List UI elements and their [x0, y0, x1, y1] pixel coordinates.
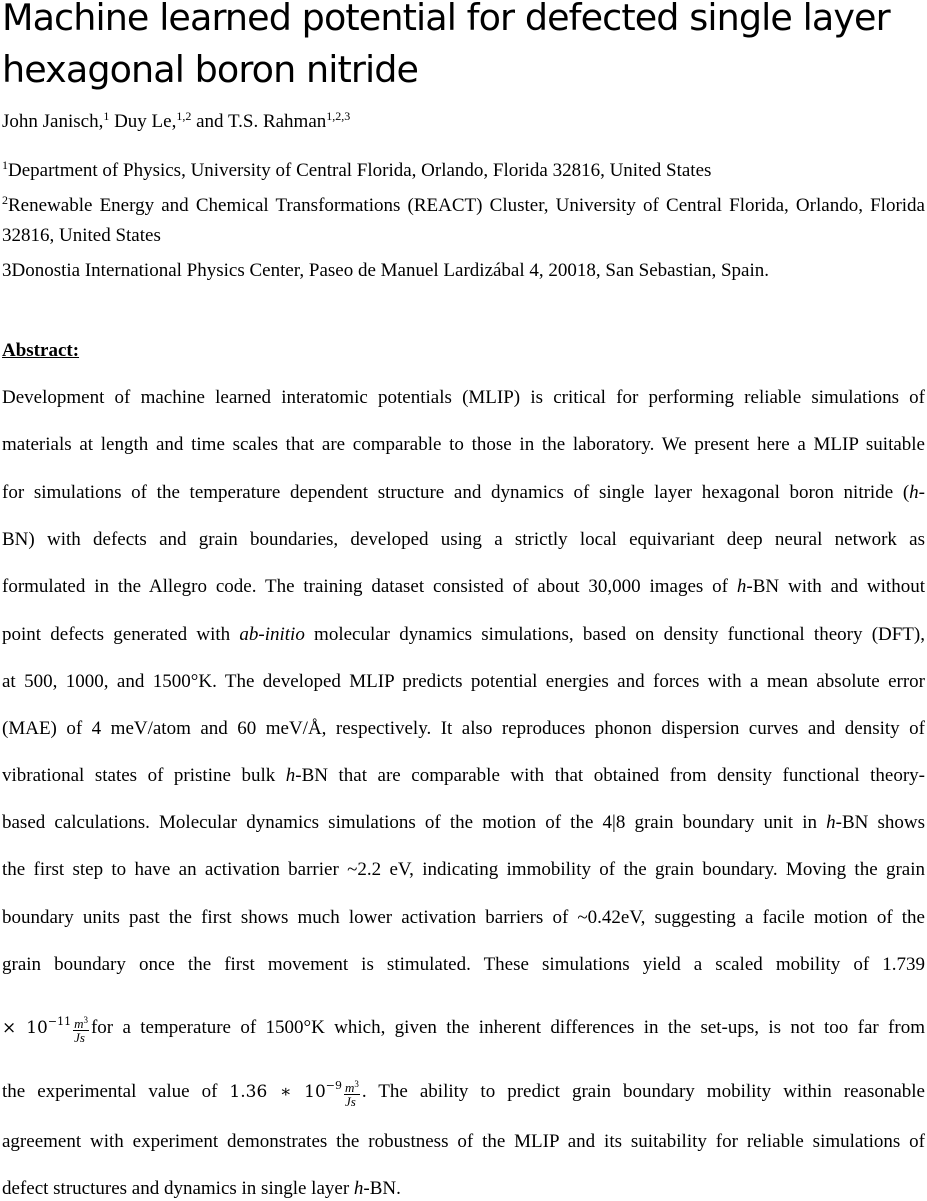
- author-name: T.S. Rahman: [227, 111, 327, 132]
- abstract-line: at 500, 1000, and 1500°K. The developed MLIP predicts potential energies and forces with a mean absolute error: [2, 671, 925, 692]
- affiliation-text: Department of Physics, University of Central Florida, Orlando, Florida 32816, United States: [8, 160, 712, 181]
- abstract-line: boundary units past the first shows much lower activation barriers of ~0.42eV, suggesting a facile motion of the: [2, 907, 925, 928]
- abstract-line: point defects generated with ab-initio molecular dynamics simulations, based on density functional theory (DFT),: [2, 624, 925, 645]
- affiliation-text: Renewable Energy and Chemical Transformations (REACT) Cluster, University of Central Florida, Orlando, Florida 32816, United States: [2, 195, 925, 246]
- author-affiliation-mark: 1,2: [176, 109, 192, 123]
- title-line-1: Machine learned potential for defected single layer: [2, 0, 890, 39]
- author-affiliation-mark: 1,2,3: [326, 109, 351, 123]
- abstract-line: formulated in the Allegro code. The training dataset consisted of about 30,000 images of h-BN with and without: [2, 576, 925, 597]
- abstract-line: defect structures and dynamics in single layer h-BN.: [2, 1178, 401, 1199]
- abstract-line: BN) with defects and grain boundaries, developed using a strictly local equivariant deep neural network as: [2, 529, 925, 550]
- abstract-line: based calculations. Molecular dynamics simulations of the motion of the 4|8 grain boundary unit in h-BN shows: [2, 812, 925, 833]
- abstract-line-with-equation: × $10^{-11}$ $\frac{m^3}{Js}$ for a temperature of 1500°K which, given the inherent differences in the set-ups, is not too far from: [2, 1014, 925, 1045]
- affiliation-number: 1: [2, 158, 8, 172]
- author-affiliation-mark: 1: [103, 109, 110, 123]
- author-name: Duy Le,: [109, 111, 177, 132]
- affiliation: [2, 256, 925, 286]
- abstract-line: vibrational states of pristine bulk h-BN that are comparable with that obtained from density functional theory-: [2, 765, 925, 786]
- paper-title: [2, 0, 927, 96]
- unit-fraction: $\frac{m^3}{Js}$: [74, 1014, 88, 1045]
- equation-term: × 10: [2, 1018, 48, 1038]
- affiliation: [2, 191, 925, 251]
- abstract-line: grain boundary once the first movement is stimulated. These simulations yield a scaled mobility of 1.739: [2, 954, 925, 975]
- author-conjunction: and: [191, 111, 228, 132]
- affiliation-text: 3Donostia International Physics Center, Paseo de Manuel Lardizábal 4, 20018, San Sebastian, Spain.: [2, 260, 769, 281]
- author-list: [2, 110, 350, 134]
- abstract-heading: Abstract:: [2, 340, 80, 361]
- author-name: John Janisch,: [2, 111, 104, 132]
- title-line-2: hexagonal boron nitride: [2, 48, 419, 91]
- abstract-line: for simulations of the temperature dependent structure and dynamics of single layer hexagonal boron nitride (h-: [2, 482, 925, 503]
- abstract-line: (MAE) of 4 meV/atom and 60 meV/Å, respectively. It also reproduces phonon dispersion curves and density of: [2, 718, 925, 739]
- affiliation: [2, 156, 925, 186]
- equation-term: 1.36 ∗ 10: [229, 1082, 326, 1102]
- unit-fraction: $\frac{m^3}{Js}$: [345, 1078, 359, 1109]
- abstract-line-with-equation: the experimental value of 1.36 ∗ $10^{-9}$ $\frac{m^3}{Js}$ . The ability to predict grain boundary mobility within reasonable: [2, 1078, 925, 1109]
- abstract-line: the first step to have an activation barrier ~2.2 eV, indicating immobility of the grain boundary. Moving the grain: [2, 859, 925, 880]
- affiliation-number: 2: [2, 193, 8, 207]
- abstract-line: agreement with experiment demonstrates the robustness of the MLIP and its suitability for reliable simulations of: [2, 1131, 925, 1152]
- abstract-line: Development of machine learned interatomic potentials (MLIP) is critical for performing reliable simulations of: [2, 387, 925, 408]
- abstract-line: materials at length and time scales that are comparable to those in the laboratory. We present here a MLIP suitable: [2, 434, 925, 455]
- equation-exponent: −11: [47, 1015, 72, 1028]
- equation-exponent: −9: [325, 1079, 342, 1092]
